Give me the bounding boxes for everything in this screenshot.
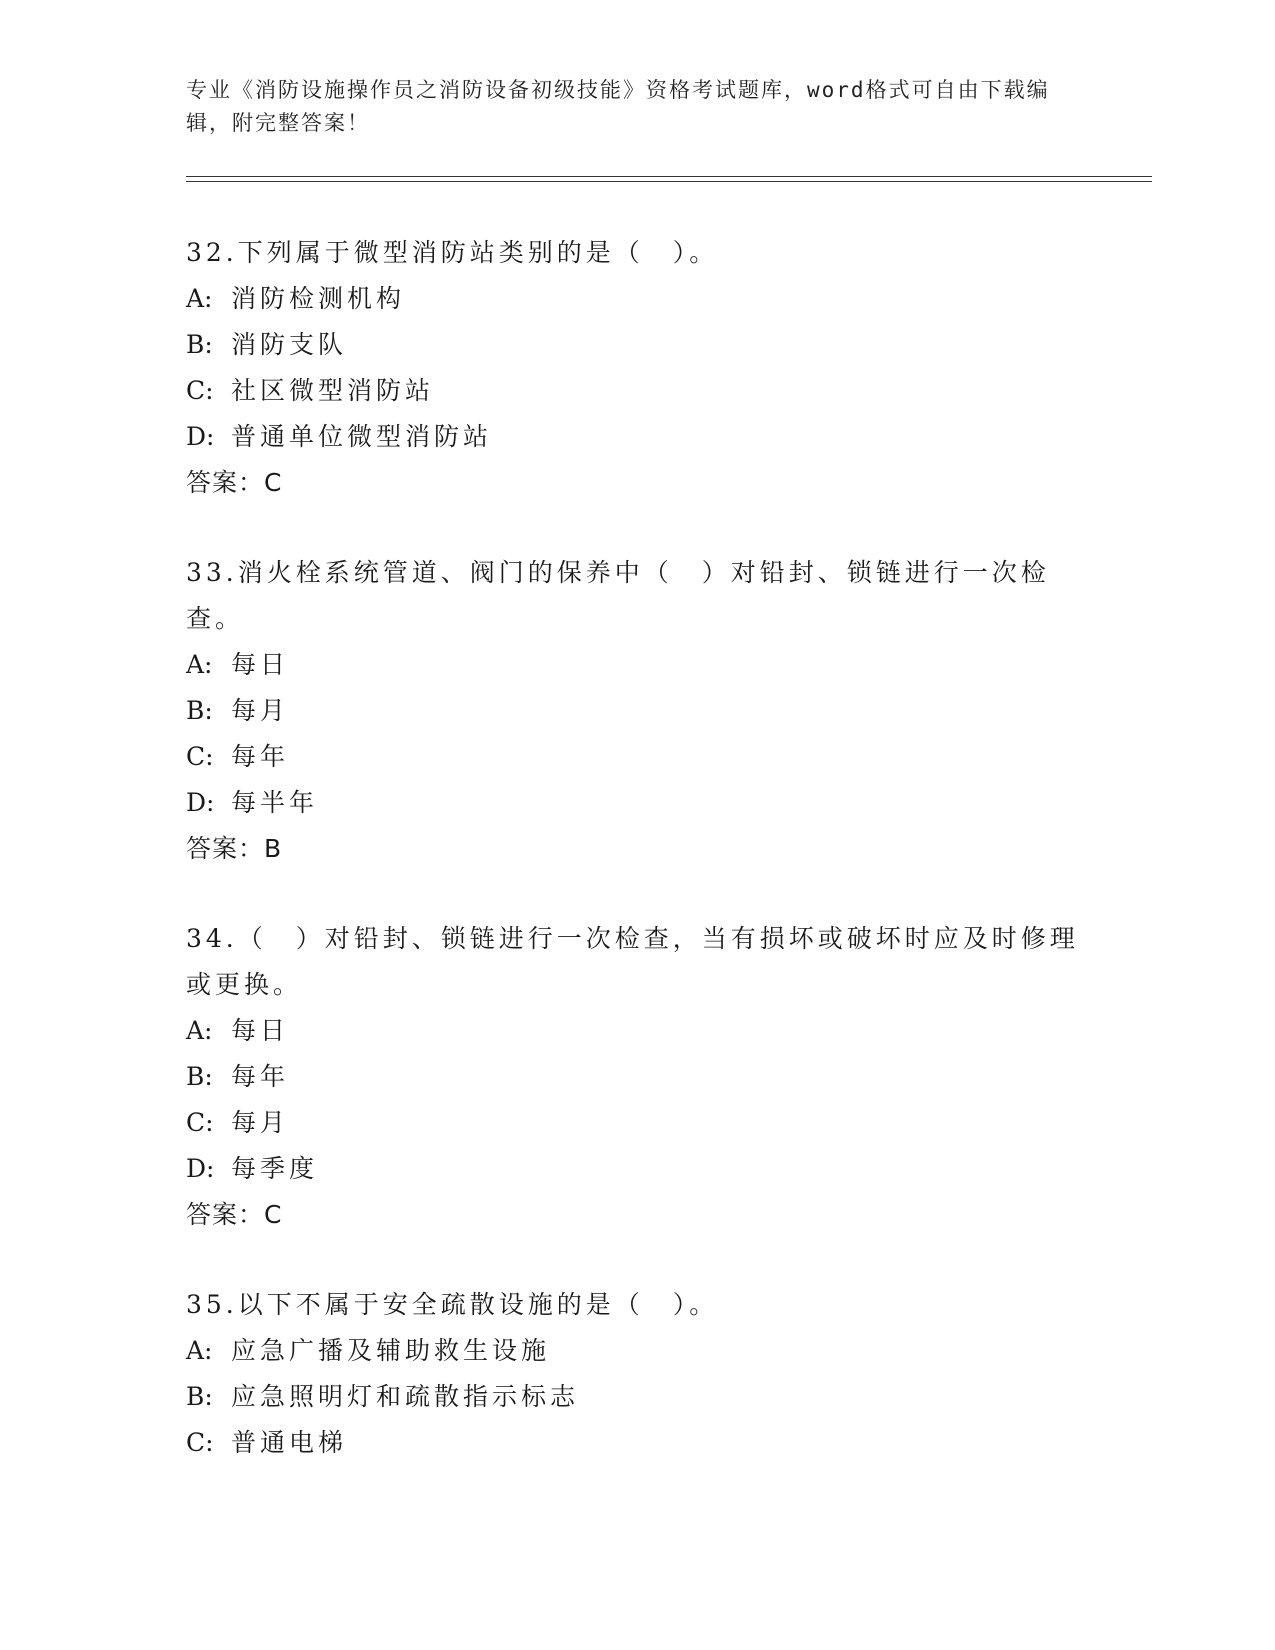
option-c xyxy=(186,368,1086,414)
question-stem: 35.以下不属于安全疏散设施的是（ ）。 xyxy=(186,1290,719,1319)
option-a xyxy=(186,1328,1086,1374)
option-letter: D: xyxy=(186,422,215,451)
option-text: 消防检测机构 xyxy=(231,284,406,313)
option-text: 每日 xyxy=(231,1016,290,1045)
option-letter: B: xyxy=(186,330,213,359)
option-text: 每半年 xyxy=(231,788,319,817)
option-text: 应急广播及辅助救生设施 xyxy=(231,1336,551,1365)
option-b xyxy=(186,1054,1086,1100)
option-letter: A: xyxy=(186,650,213,679)
option-letter: C: xyxy=(186,742,214,771)
option-d xyxy=(186,780,1086,826)
option-text: 普通单位微型消防站 xyxy=(231,422,493,451)
header-rule-top xyxy=(186,176,1152,177)
header-rule-bottom xyxy=(186,181,1152,182)
question-32 xyxy=(186,230,1086,506)
option-b xyxy=(186,322,1086,368)
option-text: 每年 xyxy=(231,742,290,771)
question-stem: 34.（ ）对铅封、锁链进行一次检查，当有损坏或破坏时应及时修理或更换。 xyxy=(186,924,1079,999)
option-a xyxy=(186,1008,1086,1054)
option-text: 普通电梯 xyxy=(231,1428,348,1457)
option-letter: A: xyxy=(186,1336,213,1365)
option-d xyxy=(186,1146,1086,1192)
option-letter: C: xyxy=(186,1108,214,1137)
option-b xyxy=(186,1374,1086,1420)
question-33 xyxy=(186,550,1086,872)
option-c xyxy=(186,1100,1086,1146)
question-list xyxy=(186,230,1086,1510)
option-letter: B: xyxy=(186,1382,213,1411)
option-c xyxy=(186,734,1086,780)
option-letter: C: xyxy=(186,1428,214,1457)
question-stem: 33.消火栓系统管道、阀门的保养中（ ）对铅封、锁链进行一次检查。 xyxy=(186,558,1050,633)
option-text: 每年 xyxy=(231,1062,290,1091)
option-text: 每月 xyxy=(231,1108,290,1137)
question-34 xyxy=(186,916,1086,1238)
option-letter: A: xyxy=(186,1016,213,1045)
answer-line: 答案：C xyxy=(186,468,283,497)
answer-line: 答案：C xyxy=(186,1200,283,1229)
option-text: 应急照明灯和疏散指示标志 xyxy=(231,1382,580,1411)
option-text: 消防支队 xyxy=(231,330,348,359)
option-letter: B: xyxy=(186,1062,213,1091)
option-letter: D: xyxy=(186,1154,215,1183)
option-text: 社区微型消防站 xyxy=(231,376,435,405)
option-d xyxy=(186,414,1086,460)
option-a xyxy=(186,642,1086,688)
question-35 xyxy=(186,1282,1086,1466)
option-text: 每月 xyxy=(231,696,290,725)
option-letter: D: xyxy=(186,788,215,817)
option-letter: C: xyxy=(186,376,214,405)
option-letter: B: xyxy=(186,696,213,725)
option-b xyxy=(186,688,1086,734)
question-stem: 32.下列属于微型消防站类别的是（ ）。 xyxy=(186,238,719,267)
option-a xyxy=(186,276,1086,322)
option-text: 每日 xyxy=(231,650,290,679)
option-text: 每季度 xyxy=(231,1154,319,1183)
document-header: 专业《消防设施操作员之消防设备初级技能》资格考试题库，word格式可自由下载编辑，附完整答案！ xyxy=(186,78,1050,135)
answer-line: 答案：B xyxy=(186,834,283,863)
option-letter: A: xyxy=(186,284,213,313)
option-c xyxy=(186,1420,1086,1466)
